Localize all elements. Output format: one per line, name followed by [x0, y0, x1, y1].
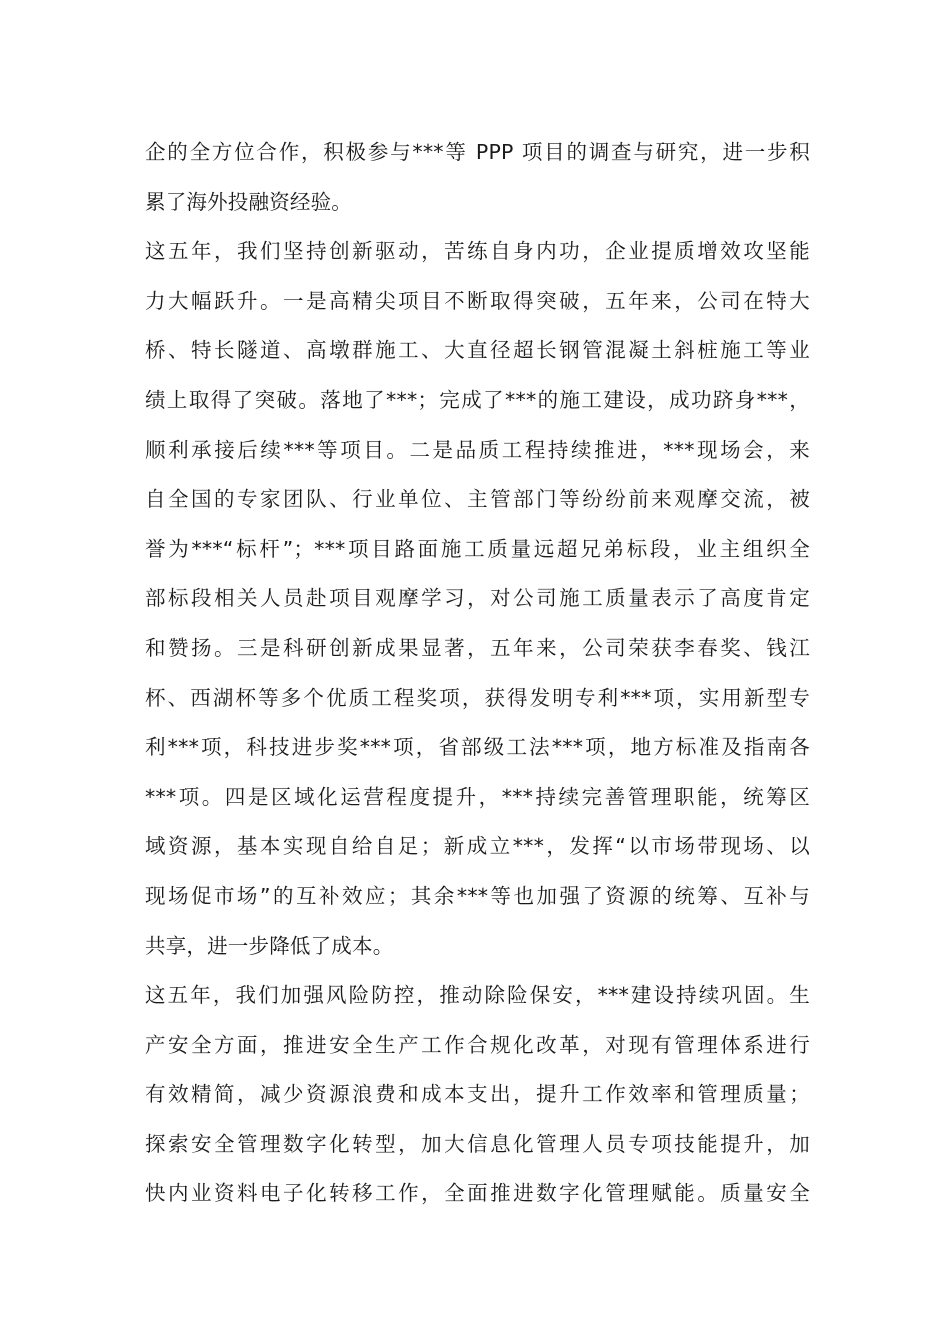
text-line: 部标段相关人员赴项目观摩学习，对公司施工质量表示了高度肯定: [145, 586, 810, 611]
text-line: 力大幅跃升。一是高精尖项目不断取得突破，五年来，公司在特大: [145, 288, 810, 313]
document-body: [145, 128, 810, 1219]
text-line: 这五年，我们坚持创新驱动，苦练自身内功，企业提质增效攻坚能: [145, 239, 810, 264]
text-line: 累了海外投融资经验。: [145, 189, 352, 214]
text-line: 探索安全管理数字化转型，加大信息化管理人员专项技能提升，加: [145, 1131, 810, 1156]
text-line: 现场促市场”的互补效应；其余***等也加强了资源的统筹、互补与: [145, 883, 810, 908]
text-line: 共享，进一步降低了成本。: [145, 933, 394, 958]
text-line: 和赞扬。三是科研创新成果显著，五年来，公司荣获李春奖、钱江: [145, 635, 810, 660]
text-line: 域资源，基本实现自给自足；新成立***，发挥“以市场带现场、以: [145, 834, 810, 859]
text-line: 誉为***“标杆”；***项目路面施工质量远超兄弟标段，业主组织全: [145, 536, 810, 561]
text-line: 杯、西湖杯等多个优质工程奖项，获得发明专利***项，实用新型专: [145, 685, 810, 710]
text-line: 桥、特长隧道、高墩群施工、大直径超长钢管混凝土斜桩施工等业: [145, 338, 810, 363]
text-line: 产安全方面，推进安全生产工作合规化改革，对现有管理体系进行: [145, 1032, 810, 1057]
text-line: 利***项，科技进步奖***项，省部级工法***项，地方标准及指南各: [145, 735, 810, 760]
text-line: ***项。四是区域化运营程度提升，***持续完善管理职能，统筹区: [145, 784, 810, 809]
text-line: 有效精简，减少资源浪费和成本支出，提升工作效率和管理质量；: [145, 1082, 810, 1107]
text-line: 企的全方位合作，积极参与***等 PPP 项目的调查与研究，进一步积: [145, 140, 810, 164]
text-line: 绩上取得了突破。落地了***；完成了***的施工建设，成功跻身***，: [145, 387, 810, 412]
text-line: 顺利承接后续***等项目。二是品质工程持续推进，***现场会，来: [145, 437, 810, 462]
text-line: 这五年，我们加强风险防控，推动除险保安，***建设持续巩固。生: [145, 983, 810, 1008]
text-line: 快内业资料电子化转移工作，全面推进数字化管理赋能。质量安全: [145, 1181, 810, 1206]
text-line: 自全国的专家团队、行业单位、主管部门等纷纷前来观摩交流，被: [145, 487, 810, 512]
